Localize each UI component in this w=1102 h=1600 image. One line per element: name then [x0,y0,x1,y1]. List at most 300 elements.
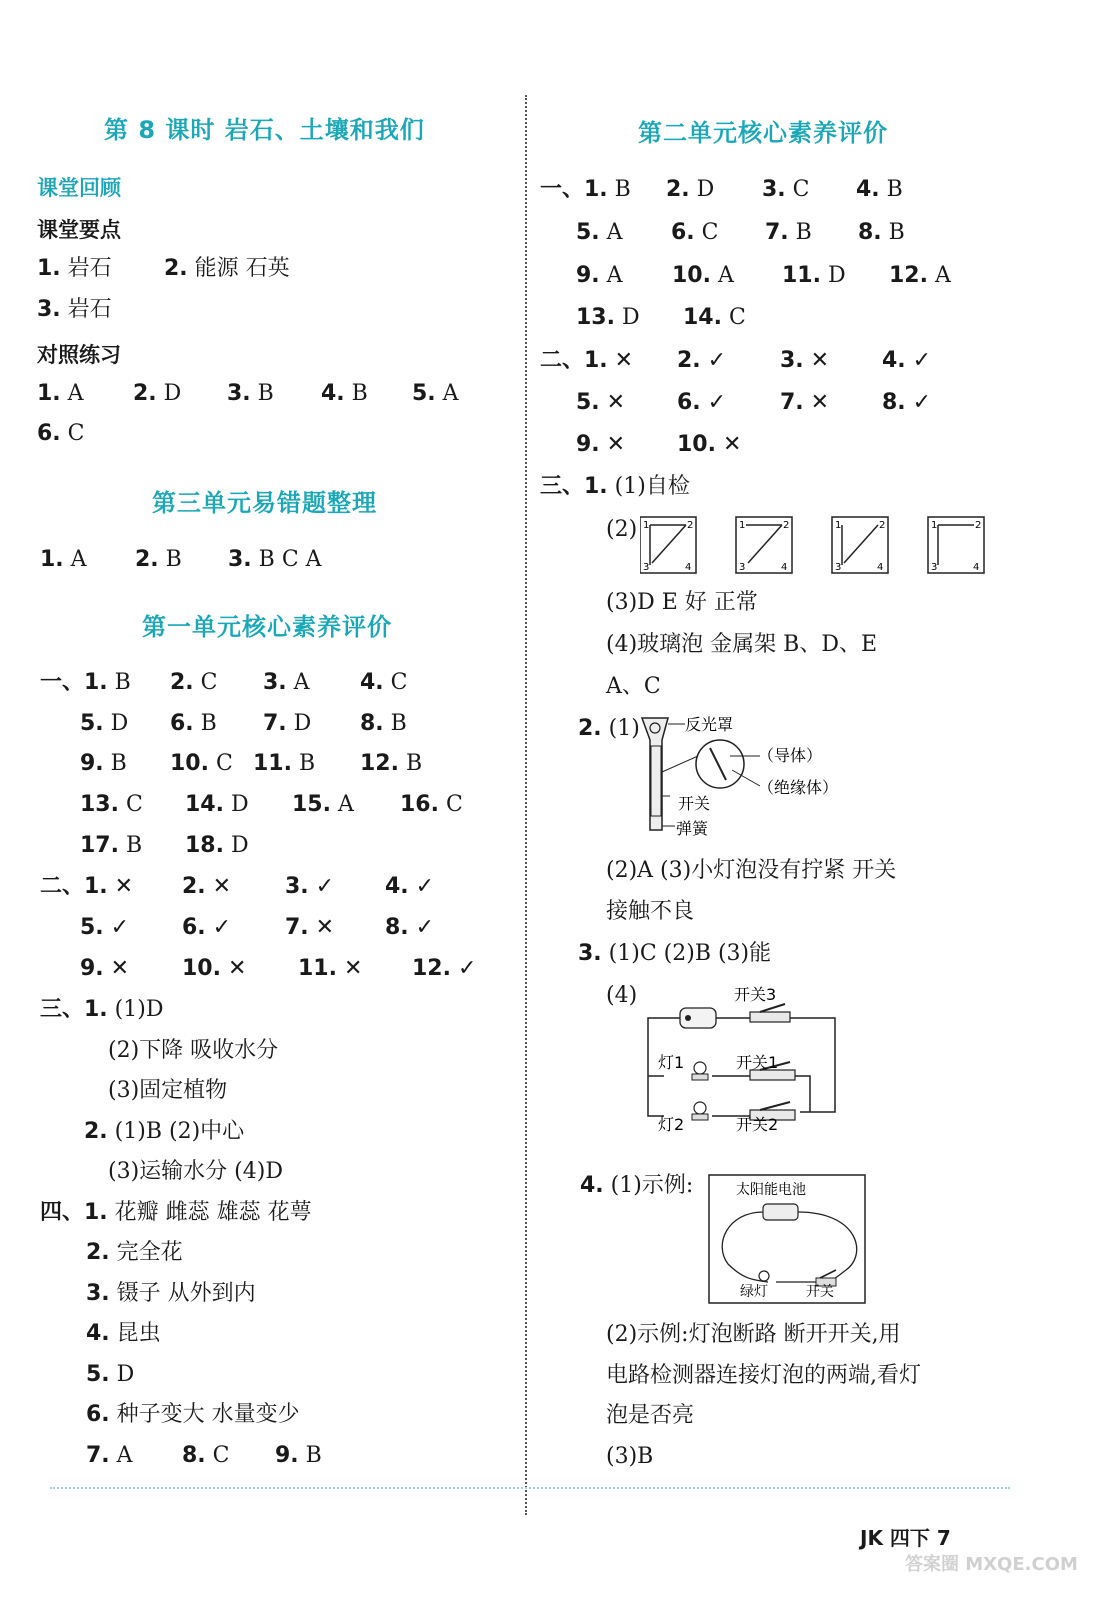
answer-line: (2) [606,517,638,542]
answer-item [263,668,310,698]
label-green-lamp: 绿灯 [740,1284,768,1300]
question-number: 11. [253,751,292,776]
answer-item [666,175,714,205]
answer-item [86,1238,183,1268]
svg-text:4: 4 [973,562,980,573]
question-number: 14. [185,792,224,817]
answer-item [185,790,249,820]
question-number: 9. [80,956,104,981]
question-number: 12. [360,751,399,776]
answer-text: 岩石 [60,256,112,281]
question-number: 四、1. [40,1200,108,1225]
question-number: 6. [182,915,206,940]
answer-text: B [158,547,182,572]
answer-item [882,346,931,376]
answer-item [360,709,407,739]
answer-text: B [398,751,423,776]
question-number: 5. [576,220,600,245]
question-number: 2. [164,256,188,281]
answer-text: ✓ [450,956,477,981]
answer-item [182,1441,230,1471]
flashlight-diagram [640,712,880,842]
answer-item [86,1319,161,1349]
answer-text: B C A [251,547,322,572]
answer-text: ✓ [308,874,335,899]
answer-item [762,175,810,205]
question-number: 10. [672,263,711,288]
question-number: 6. [170,711,194,736]
answer-text: ✕ [599,390,626,415]
answer-item [298,954,362,984]
question-number: 6. [671,220,695,245]
answer-item [86,1400,300,1430]
answer-item [782,261,846,291]
answer-text: ✓ [905,390,932,415]
answer-text: ✕ [107,874,134,899]
answer-text: ✕ [715,432,742,457]
answer-text: D [689,177,715,202]
answer-item [170,668,218,698]
label-switch1: 开关1 [736,1053,779,1072]
answer-line: (2)下降 吸收水分 [108,1038,279,1063]
label-spring: 弹簧 [676,819,709,838]
answer-item [182,954,246,984]
answer-text: A [60,381,84,406]
answer-item [677,346,726,376]
lesson8-title: 第 8 课时 岩石、土壤和我们 [104,116,425,144]
answer-item [882,388,931,418]
answer-item [576,218,623,248]
answer-item [677,388,726,418]
answer-text: C [383,670,408,695]
answer-item [170,709,217,739]
answer-item [227,379,274,409]
answer-text: (1)D [107,997,164,1022]
answer-text: (1)自检 [607,474,690,499]
question-number: 14. [683,305,722,330]
question-number: 2. [677,348,701,373]
answer-text: ✕ [599,432,626,457]
question-number: 1. [40,547,64,572]
answer-item [683,303,746,333]
answer-item [275,1441,322,1471]
answer-line: 泡是否亮 [606,1403,695,1428]
question-number: 4. [360,670,384,695]
question-number: 10. [677,432,716,457]
answer-item [86,1360,134,1390]
answer-item [360,668,408,698]
answer-item [133,379,181,409]
answer-item [80,831,142,861]
answer-item [86,1441,133,1471]
answer-item [37,419,85,449]
answer-item [164,254,290,284]
answer-item [40,995,163,1025]
column-divider [525,95,527,1515]
tester-diagram-1 [640,517,696,573]
unit3-errors-title: 第三单元易错题整理 [152,489,377,517]
unit1-eval-title: 第一单元核心素养评价 [142,613,392,641]
solar-circuit-diagram [708,1174,866,1306]
answer-item [285,872,334,902]
answer-text: B [344,381,368,406]
answer-item [780,346,829,376]
question-number: 3. [37,297,61,322]
answer-text: D [156,381,182,406]
answer-item [672,261,734,291]
answer-text: ✓ [205,915,232,940]
question-number: 9. [80,751,104,776]
answer-text: A [927,263,951,288]
question-number: 8. [882,390,906,415]
answer-text: B [788,220,812,245]
question-number: 6. [86,1402,110,1427]
answer-item [412,954,476,984]
question-number: 5. [576,390,600,415]
tester-diagrams [640,515,1000,577]
question-number: 4. [882,348,906,373]
question-number: 2. [84,1119,108,1144]
answer-text: A [63,547,87,572]
question-number: 12. [889,263,928,288]
answer-text: ✕ [336,956,363,981]
answer-line: (3)D E 好 正常 [606,590,758,615]
answer-text: C [193,670,218,695]
answer-item [285,913,334,943]
answer-item [412,379,459,409]
question-number: 三、1. [540,474,608,499]
answer-text: 完全花 [109,1240,183,1265]
svg-text:2: 2 [687,520,694,531]
question-number: 二、1. [40,874,108,899]
answer-text: B [298,1443,322,1468]
svg-text:3: 3 [739,562,746,573]
answer-text: C [721,305,746,330]
section-points: 课堂要点 [37,218,121,242]
tester-diagram-2 [736,517,792,573]
footer-rule [50,1487,1010,1489]
tester-diagram-4 [928,517,984,573]
answer-item [540,175,631,205]
question-number: 9. [275,1443,299,1468]
label-insulator: （绝缘体） [758,778,839,797]
question-number: 7. [263,711,287,736]
answer-text: C [118,792,143,817]
answer-text: D [223,792,249,817]
question-number: 4. [856,177,880,202]
question-number: 11. [298,956,337,981]
answer-text: ✕ [205,874,232,899]
svg-text:2: 2 [879,520,886,531]
answer-text: B [107,670,131,695]
answer-text: ✓ [700,348,727,373]
question-number: 15. [292,792,331,817]
question-number: 10. [182,956,221,981]
question-number: 3. [263,670,287,695]
answer-line: (3)运输水分 (4)D [108,1159,283,1184]
question-number: 3. [578,941,602,966]
answer-item [40,872,133,902]
question-number: 4. [580,1173,604,1198]
answer-item [263,709,311,739]
question-number: 4. [86,1321,110,1346]
answer-text: ✕ [607,348,634,373]
label-lamp2: 灯2 [658,1115,685,1134]
question-number: 5. [80,711,104,736]
answer-text: D [109,1362,135,1387]
answer-line: (2)示例:灯泡断路 断开开关,用 [606,1322,901,1347]
answer-item [858,218,905,248]
svg-text:4: 4 [877,562,884,573]
question-number: 2. [182,874,206,899]
answer-item [37,295,112,325]
svg-text:4: 4 [781,562,788,573]
answer-text: ✓ [408,874,435,899]
question-number: 4. [321,381,345,406]
answer-line: (3)B [606,1444,654,1469]
question-number: 二、1. [540,348,608,373]
answer-item [540,346,633,376]
answer-item [576,430,625,460]
question-number: 5. [86,1362,110,1387]
question-number: 7. [765,220,789,245]
question-number: 9. [576,432,600,457]
answer-item [170,749,233,779]
watermark: 答案圈 MXQE.COM [905,1554,1078,1575]
answer-text: D [223,833,249,858]
answer-item [780,388,829,418]
answer-text: B [291,751,316,776]
answer-text: 岩石 [60,297,112,322]
answer-text: ✓ [700,390,727,415]
answer-item [185,831,249,861]
answer-item [80,913,129,943]
svg-text:1: 1 [643,520,650,531]
answer-text: ✕ [803,348,830,373]
answer-line: (4)玻璃泡 金属架 B、D、E [606,632,878,657]
answer-text: A [330,792,354,817]
question-number: 13. [576,305,615,330]
answer-text: C [785,177,810,202]
svg-text:1: 1 [739,520,746,531]
question-number: 7. [780,390,804,415]
answer-line: (2)A (3)小灯泡没有拧紧 开关 [606,858,897,883]
label-switch: 开关 [678,794,711,813]
question-number: 7. [285,915,309,940]
answer-item [856,175,903,205]
answer-item [578,714,640,744]
question-number: 3. [86,1281,110,1306]
answer-item [253,749,315,779]
answer-text: B [881,220,905,245]
question-number: 7. [86,1443,110,1468]
svg-text:3: 3 [931,562,938,573]
answer-text: C [208,751,233,776]
question-number: 三、1. [40,997,108,1022]
question-number: 2. [86,1240,110,1265]
unit2-eval-title: 第二单元核心素养评价 [638,119,888,147]
section-practice: 对照练习 [37,343,121,367]
answer-line: (3)固定植物 [108,1078,228,1103]
label-reflector: 反光罩 [685,715,734,734]
answer-text: 花瓣 雌蕊 雄蕊 花萼 [107,1200,312,1225]
answer-item [80,749,127,779]
answer-item [580,1171,693,1201]
answer-item [84,1117,244,1147]
answer-item [540,472,690,502]
question-number: 8. [385,915,409,940]
question-number: 18. [185,833,224,858]
svg-text:3: 3 [643,562,650,573]
label-conductor: （导体） [758,746,823,765]
question-number: 8. [858,220,882,245]
answer-text: ✕ [220,956,247,981]
question-number: 一、1. [40,670,108,695]
question-number: 16. [400,792,439,817]
answer-item [677,430,741,460]
answer-text: ✓ [408,915,435,940]
answer-text: 能源 石英 [187,256,290,281]
answer-text: ✕ [103,956,130,981]
answer-item [40,545,87,575]
answer-item [889,261,951,291]
answer-text: ✓ [103,915,130,940]
question-number: 3. [285,874,309,899]
question-number: 5. [412,381,436,406]
answer-text: ✓ [905,348,932,373]
answer-item [671,218,719,248]
answer-text: C [694,220,719,245]
answer-text: B [118,833,143,858]
page-footer: JK 四下 7 [860,1526,951,1550]
answer-item [385,872,434,902]
svg-text:2: 2 [975,520,982,531]
answer-text: D [820,263,846,288]
answer-text: A [435,381,459,406]
question-number: 10. [170,751,209,776]
label-switch2: 开关2 [736,1115,779,1134]
question-number: 3. [228,547,252,572]
answer-item [321,379,368,409]
answer-text: B [103,751,127,776]
answer-line: (4) [606,983,638,1008]
answer-item [37,379,84,409]
answer-text: (1)B (2)中心 [107,1119,245,1144]
answer-line: 接触不良 [606,899,695,924]
answer-text: 昆虫 [109,1321,161,1346]
answer-item [360,749,422,779]
answer-text: D [614,305,640,330]
label-solar-cell: 太阳能电池 [736,1182,806,1198]
answer-text: B [250,381,274,406]
answer-text: B [879,177,903,202]
answer-item [385,913,434,943]
answer-item [40,1198,312,1228]
section-review: 课堂回顾 [37,176,121,200]
svg-text:2: 2 [783,520,790,531]
answer-text: D [103,711,129,736]
question-number: 2. [170,670,194,695]
label-switch: 开关 [806,1284,834,1300]
answer-text: A [599,263,623,288]
answer-item [86,1279,256,1309]
svg-text:3: 3 [835,562,842,573]
question-number: 9. [576,263,600,288]
answer-text: ✕ [803,390,830,415]
answer-line: 电路检测器连接灯泡的两端,看灯 [606,1363,921,1388]
question-number: 6. [677,390,701,415]
answer-text: A [109,1443,133,1468]
question-number: 17. [80,833,119,858]
answer-text: 种子变大 水量变少 [109,1402,300,1427]
answer-item [80,709,128,739]
answer-text: A [710,263,734,288]
label-switch3: 开关3 [734,985,777,1004]
answer-item [80,954,129,984]
question-number: 5. [80,915,104,940]
svg-text:1: 1 [835,520,842,531]
answer-item [576,261,623,291]
answer-item [765,218,812,248]
answer-text: C [60,421,85,446]
answer-text: C [438,792,463,817]
answer-text: (1) [601,716,640,741]
answer-text: B [607,177,631,202]
question-number: 2. [135,547,159,572]
question-number: 8. [360,711,384,736]
answer-text: ✕ [308,915,335,940]
answer-text: A [599,220,623,245]
question-number: 11. [782,263,821,288]
question-number: 2. [578,716,602,741]
label-lamp1: 灯1 [658,1053,685,1072]
answer-line: A、C [606,674,661,699]
question-number: 8. [182,1443,206,1468]
answer-item [400,790,463,820]
answer-item [292,790,354,820]
svg-text:1: 1 [931,520,938,531]
answer-item [135,545,182,575]
question-number: 1. [37,256,61,281]
tester-diagram-3 [832,517,888,573]
answer-text: B [193,711,217,736]
question-number: 2. [133,381,157,406]
question-number: 13. [80,792,119,817]
answer-item [182,872,231,902]
answer-item [576,303,640,333]
answer-text: (1)示例: [603,1173,694,1198]
answer-text: D [286,711,312,736]
answer-item [40,668,131,698]
circuit-diagram [640,980,845,1152]
answer-item [228,545,322,575]
question-number: 一、1. [540,177,608,202]
question-number: 3. [227,381,251,406]
question-number: 2. [666,177,690,202]
answer-item [578,939,771,969]
answer-item [576,388,625,418]
question-number: 12. [412,956,451,981]
question-number: 3. [762,177,786,202]
answer-text: 镊子 从外到内 [109,1281,256,1306]
svg-text:4: 4 [685,562,692,573]
question-number: 1. [37,381,61,406]
answer-text: A [286,670,310,695]
answer-text: C [205,1443,230,1468]
answer-item [80,790,143,820]
question-number: 6. [37,421,61,446]
question-number: 3. [780,348,804,373]
